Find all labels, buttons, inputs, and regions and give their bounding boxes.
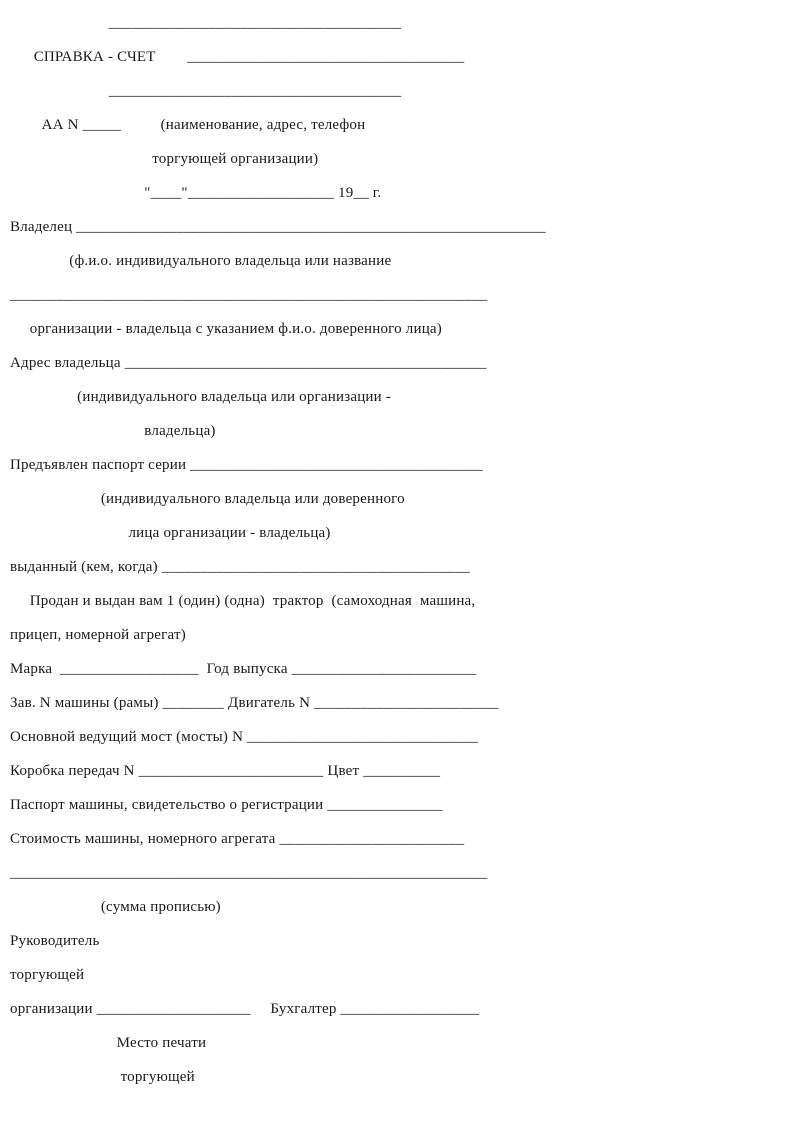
drive-axle-line: Основной ведущий мост (мосты) N ______________________________ — [10, 729, 479, 745]
owner-line: Владелец _____________________________________________________________ — [10, 219, 546, 235]
owner-extra-blank-line: ______________________________________________________________ — [10, 287, 488, 303]
owner-address-line: Адрес владельца _______________________________________________ — [10, 355, 487, 371]
amount-in-words-caption-line: (сумма прописью) — [10, 899, 221, 915]
owner-caption-line-2: организации - владельца с указанием ф.и.о. доверенного лица) — [10, 321, 442, 337]
owner-caption-line-1: (ф.и.о. индивидуального владельца или название — [10, 253, 392, 269]
head-signature-line-1: Руководитель — [10, 933, 100, 949]
sold-statement-line-1: Продан и выдан вам 1 (один) (одна) трактор (самоходная машина, — [10, 593, 476, 609]
head-signature-line-2: торгующей — [10, 967, 85, 983]
passport-issued-line: выданный (кем, когда) ________________________________________ — [10, 559, 470, 575]
series-number-line: АА N _____ (наименование, адрес, телефон — [10, 117, 366, 133]
brand-year-line: Марка __________________ Год выпуска ________________________ — [10, 661, 477, 677]
owner-address-caption-line-2: владельца) — [10, 423, 216, 439]
serial-engine-line: Зав. N машины (рамы) ________ Двигатель N ________________________ — [10, 695, 499, 711]
passport-caption-line-2: лица организации - владельца) — [10, 525, 331, 541]
passport-series-line: Предъявлен паспорт серии ______________________________________ — [10, 457, 483, 473]
date-line: "____"___________________ 19__ г. — [10, 185, 382, 201]
cost-blank-line: ______________________________________________________________ — [10, 865, 488, 881]
head-accountant-signature-line: организации ____________________ Бухгалтер __________________ — [10, 1001, 480, 1017]
passport-caption-line-1: (индивидуального владельца или доверенного — [10, 491, 405, 507]
cost-line: Стоимость машины, номерного агрегата ________________________ — [10, 831, 465, 847]
header-blank-line-2: ______________________________________ — [10, 83, 402, 99]
sold-statement-line-2: прицеп, номерной агрегат) — [10, 627, 186, 643]
owner-address-caption-line-1: (индивидуального владельца или организации - — [10, 389, 392, 405]
seal-place-line-2: торгующей — [10, 1069, 195, 1085]
seal-place-line-1: Место печати — [10, 1035, 207, 1051]
selling-org-caption-line: торгующей организации) — [10, 151, 319, 167]
document-title-line: СПРАВКА - СЧЕТ ____________________________________ — [10, 49, 465, 65]
registration-doc-line: Паспорт машины, свидетельство о регистрации _______________ — [10, 797, 443, 813]
gearbox-color-line: Коробка передач N ________________________ Цвет __________ — [10, 763, 441, 779]
header-blank-line-1: ______________________________________ — [10, 15, 402, 31]
